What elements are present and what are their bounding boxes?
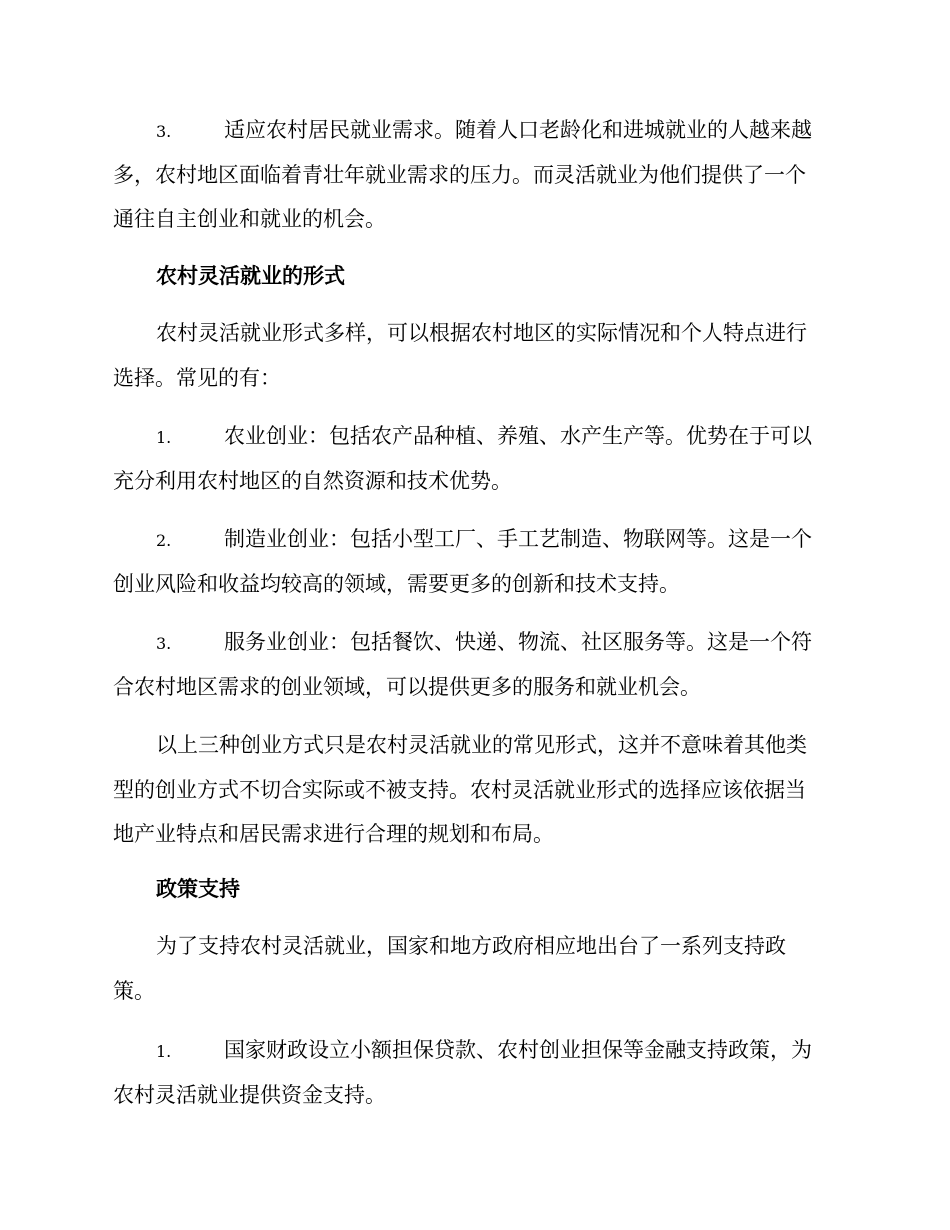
paragraph xyxy=(113,924,838,1013)
paragraph-line: 服务业创业：包括餐饮、快递、物流、社区服务等。这是一个符 xyxy=(224,630,812,654)
paragraph-line: 多，农村地区面临着青壮年就业需求的压力。而灵活就业为他们提供了一个 xyxy=(113,162,806,187)
list-number: 3. xyxy=(156,122,172,141)
section-heading: 农村灵活就业的形式 xyxy=(156,264,345,288)
paragraph-line: 型的创业方式不切合实际或不被支持。农村灵活就业形式的选择应该依据当 xyxy=(113,777,806,802)
paragraph-line: 策。 xyxy=(113,978,155,1003)
paragraph-line: 制造业创业：包括小型工厂、手工艺制造、物联网等。这是一个 xyxy=(224,527,812,551)
paragraph-line: 以上三种创业方式只是农村灵活就业的常见形式，这并不意味着其他类 xyxy=(156,733,807,757)
list-item xyxy=(113,620,838,709)
paragraph-line: 适应农村居民就业需求。随着人口老龄化和进城就业的人越来越 xyxy=(224,118,812,142)
list-item xyxy=(113,414,838,503)
section-heading: 政策支持 xyxy=(156,877,240,901)
list-item xyxy=(113,517,838,606)
paragraph-line: 创业风险和收益均较高的领域，需要更多的创新和技术支持。 xyxy=(113,571,680,596)
paragraph-line: 通往自主创业和就业的机会。 xyxy=(113,207,386,231)
list-item xyxy=(113,1028,838,1117)
list-item xyxy=(113,108,838,242)
paragraph-line: 农村灵活就业提供资金支持。 xyxy=(113,1082,386,1107)
list-number: 1. xyxy=(156,428,172,447)
paragraph-line: 选择。常见的有： xyxy=(113,365,281,390)
list-number: 1. xyxy=(156,1042,172,1061)
list-number: 3. xyxy=(156,634,172,653)
paragraph-line: 为了支持农村灵活就业，国家和地方政府相应地出台了一系列支持政 xyxy=(156,934,786,958)
paragraph-line: 国家财政设立小额担保贷款、农村创业担保等金融支持政策，为 xyxy=(224,1038,812,1062)
paragraph xyxy=(113,723,838,857)
section-heading-block xyxy=(113,254,838,299)
paragraph-line: 农村灵活就业形式多样，可以根据农村地区的实际情况和个人特点进行 xyxy=(156,321,807,345)
paragraph-line: 合农村地区需求的创业领域，可以提供更多的服务和就业机会。 xyxy=(113,674,701,699)
section-heading-block xyxy=(113,867,838,912)
paragraph xyxy=(113,311,838,400)
paragraph-line: 地产业特点和居民需求进行合理的规划和布局。 xyxy=(113,822,554,846)
list-number: 2. xyxy=(156,531,172,550)
paragraph-line: 充分利用农村地区的自然资源和技术优势。 xyxy=(113,468,512,493)
paragraph-line: 农业创业：包括农产品种植、养殖、水产生产等。优势在于可以 xyxy=(224,424,812,448)
